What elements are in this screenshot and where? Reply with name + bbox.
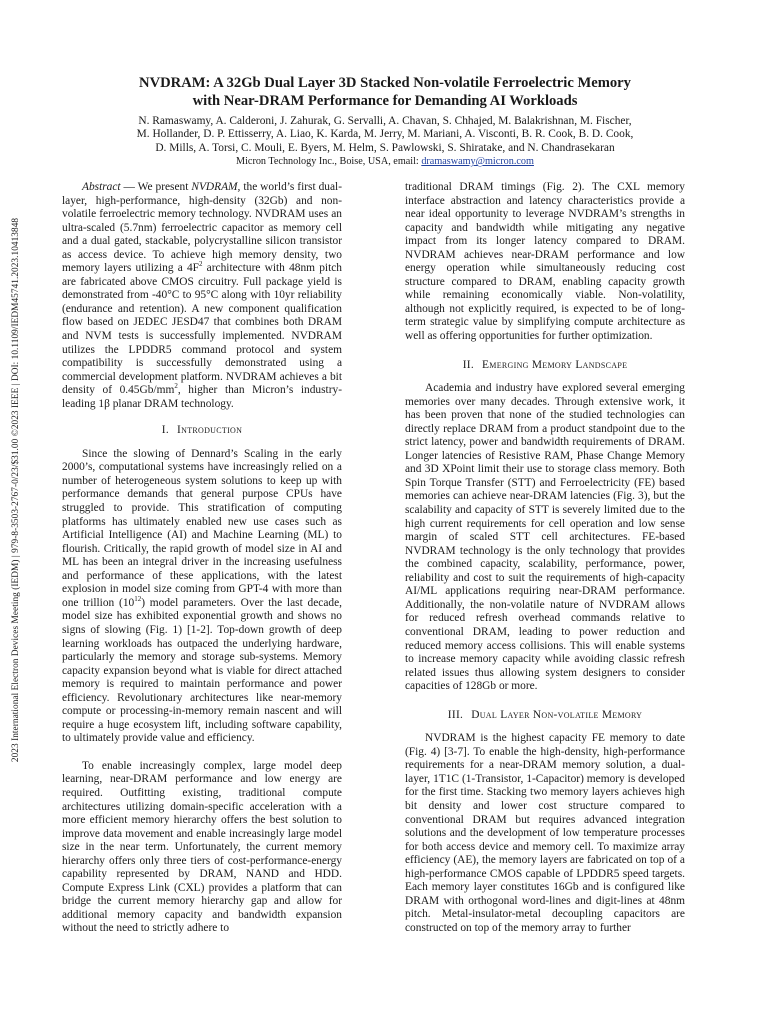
email-link[interactable]: dramaswamy@micron.com xyxy=(421,156,534,168)
section-number: I. xyxy=(161,424,170,437)
section-heading-emerging xyxy=(405,359,685,373)
sup-trillion: 12 xyxy=(134,595,142,604)
citation-text: 2023 International Electron Devices Meeting (IEDM) | 979-8-3503-2767-0/23/$31.00 ©2023 IEEE | DOI: 10.1109/IEDM45741.2023.10413848 xyxy=(11,217,21,763)
authors-line-1: N. Ramaswamy, A. Calderoni, J. Zahurak, G. Servalli, A. Chavan, S. Chhajed, M. Balakrishnan, M. Fischer, xyxy=(138,115,632,127)
intro-text-b: ) model parameters. Over the last decade, model size has exhibited exponential growth and shows no signs of slowing (Fig. 1) [1-2]. Top-down growth of deep learning workloads has outpaced the underlying hardware, particularly the memory and storage sub-systems. Memory capacity expansion beyond what is viable for direct attached memory is required to maintain performance and power efficiency. Revolutionary architectures like near-memory compute or processing-in-memory remain nascent and will require a huge ecosystem lift, including software capability, to ultimately provide value and efficiency. xyxy=(62,596,342,745)
abstract-paragraph xyxy=(62,181,342,411)
abstract-dash: — We present xyxy=(120,181,192,193)
nvdram-name: NVDRAM, xyxy=(191,181,241,193)
section-title: Emerging Memory Landscape xyxy=(482,358,628,371)
affiliation-text: Micron Technology Inc., Boise, USA, email: xyxy=(236,156,422,168)
section-heading-dual-layer xyxy=(405,709,685,723)
abstract-text-c: , higher than Micron’s industry-leading 1β planar DRAM technology. xyxy=(62,384,342,410)
abstract-label: Abstract xyxy=(82,181,121,193)
sidebar-citation xyxy=(6,210,26,770)
affiliation xyxy=(60,155,710,168)
right-column xyxy=(405,181,685,935)
intro-paragraph-1 xyxy=(62,448,342,746)
emerging-paragraph-1: Academia and industry have explored several emerging memories over many decades. Through extensive work, it has been proven that none of the studied technologies can directly replace DRAM from a product standpoint due to the strict latency, power and bandwidth requirements of DRAM. Longer latencies of Resistive RAM, Phase Change Memory and 3D XPoint limit their use to storage class memory. Both Spin Torque Transfer (STT) and Ferroelectricity (FE) based memories can achieve near-DRAM latencies (Fig. 3), but the scalability and capacity of STT is severely limited due to the high current requirements for cell operation and low sense margin of scaled STT cell architectures. FE-based NVDRAM technology is the only technology that provides the combined capacity, scalability, performance, power, reliability and cost to suit the requirements of high-capacity AI/ML applications requiring near-DRAM performance. Additionally, the non-volatile nature of NVDRAM allows for reduced refresh overhead commands relative to conventional DRAM, leading to power reduction and reduced memory access collisions. This will enable systems to increase memory capacity while avoiding classic refresh related issues thus allowing system designers to consider capacities of 128Gb or more. xyxy=(405,382,685,693)
paper-title xyxy=(60,74,710,110)
section-number: III. xyxy=(447,708,464,721)
intro-text-a: Since the slowing of Dennard’s Scaling in the early 2000’s, computational systems have increasingly relied on a number of heterogeneous system solutions to keep up with performance demands that general purpose CPUs have struggled to provide. This stratification of computing platforms has ultimately enabled new use cases such as Artificial Intelligence (AI) and Machine Learning (ML) to flourish. Critically, the rapid growth of model size in AI and ML has been an integral driver in the increasing usefulness and performance of these applications, with the latest explosion in model size coming from GPT-4 with more than one trillion (10 xyxy=(62,447,342,609)
sup-mm2: 2 xyxy=(174,382,178,391)
author-list xyxy=(60,115,710,155)
authors-line-3: D. Mills, A. Torsi, C. Mouli, E. Byers, M. Helm, S. Pawlowski, S. Shiratake, and N. Chandrasekaran xyxy=(155,141,615,154)
section-title: Dual Layer Non-volatile Memory xyxy=(471,708,643,721)
abstract-text-a: the world’s first dual-layer, high-performance, high-density (32Gb) and non-volatile ferroelectric memory technology. NVDRAM uses an ultra-scaled (5.7nm) ferroelectric capacitor as memory cell and a dual gated, stackable, polycrystalline silicon transistor as access device. To achieve high memory density, two memory layers utilizing a 4F xyxy=(62,181,342,275)
section-heading-introduction xyxy=(62,424,342,438)
intro-paragraph-2: To enable increasingly complex, large model deep learning, near-DRAM performance and low energy are required. Outfitting existing, traditional compute architectures utilizing domain-specific acceleration with a more efficient memory hierarchy offers the best solution to improve data movement and enable increasingly large model size in the near term. Unfortunately, the current memory hierarchy offers only three tiers of cost-performance-energy capability represented by DRAM, NAND and HDD. Compute Express Link (CXL) provides a platform that can bridge the current memory hierarchy gap and allow for additional memory capacity and bandwidth expansion without the need to strictly adhere to xyxy=(62,759,342,935)
authors-line-2: M. Hollander, D. P. Ettisserry, A. Liao, K. Karda, M. Jerry, M. Mariani, A. Visconti, B. R. Cook, B. D. Cook, xyxy=(136,128,634,141)
paragraph-gap xyxy=(62,746,342,760)
left-column xyxy=(62,181,342,936)
intro-paragraph-2-continued: traditional DRAM timings (Fig. 2). The CXL memory interface abstraction and latency characteristics provide a near ideal opportunity to leverage NVDRAM’s strengths in capacity and bandwidth while mitigating any negative impact from its longer latency compared to DRAM. NVDRAM achieves near-DRAM performance and low energy operation while simultaneously reducing cost structure compared to DRAM, enabling capacity growth while remaining economically viable. Non-volatility, although not explicitly required, is expected to be of long-term strategic value by simplifying compute architecture as well as offering opportunities for further optimization. xyxy=(405,181,685,343)
sup-f2: 2 xyxy=(198,260,203,269)
title-line-1: NVDRAM: A 32Gb Dual Layer 3D Stacked Non-volatile Ferroelectric Memory xyxy=(139,75,631,91)
abstract-text-b: architecture with 48nm pitch are fabricated above CMOS circuitry. Full package yield is demonstrated from -40°C to 95°C along with 10yr reliability (endurance and retention). A new component qualification flow based on JEDEC JESD47 that combines both DRAM and NVM tests is successfully implemented. NVDRAM utilizes the LPDDR5 command protocol and system compatibility is successfully demonstrated using a commercial development platform. NVDRAM achieves a bit density of 0.45Gb/mm xyxy=(62,262,342,397)
paper-header xyxy=(60,74,710,168)
title-line-2: with Near-DRAM Performance for Demanding AI Workloads xyxy=(192,93,578,109)
section-number: II. xyxy=(462,358,475,371)
dual-layer-paragraph-1: NVDRAM is the highest capacity FE memory to date (Fig. 4) [3-7]. To enable the high-density, high-performance requirements for a near-DRAM memory solution, a dual-layer, 1T1C (1-Transistor, 1-Capacitor) memory is developed for the first time. Stacking two memory layers achieves high bit density and lower cost structure compared to conventional DRAM but requires advanced integration solutions and the development of low temperature processes for both access device and memory cell. To maximize array efficiency (AE), the memory layers are fabricated on top of a high-performance CMOS capable of LPDDR5 speed targets. Each memory layer constitutes 16Gb and is configured like DRAM with orthogonal word-lines and digit-lines at 48nm pitch. Metal-insulator-metal decoupling capacitors are constructed on top of the memory array to further xyxy=(405,732,685,934)
section-title: Introduction xyxy=(177,424,243,437)
